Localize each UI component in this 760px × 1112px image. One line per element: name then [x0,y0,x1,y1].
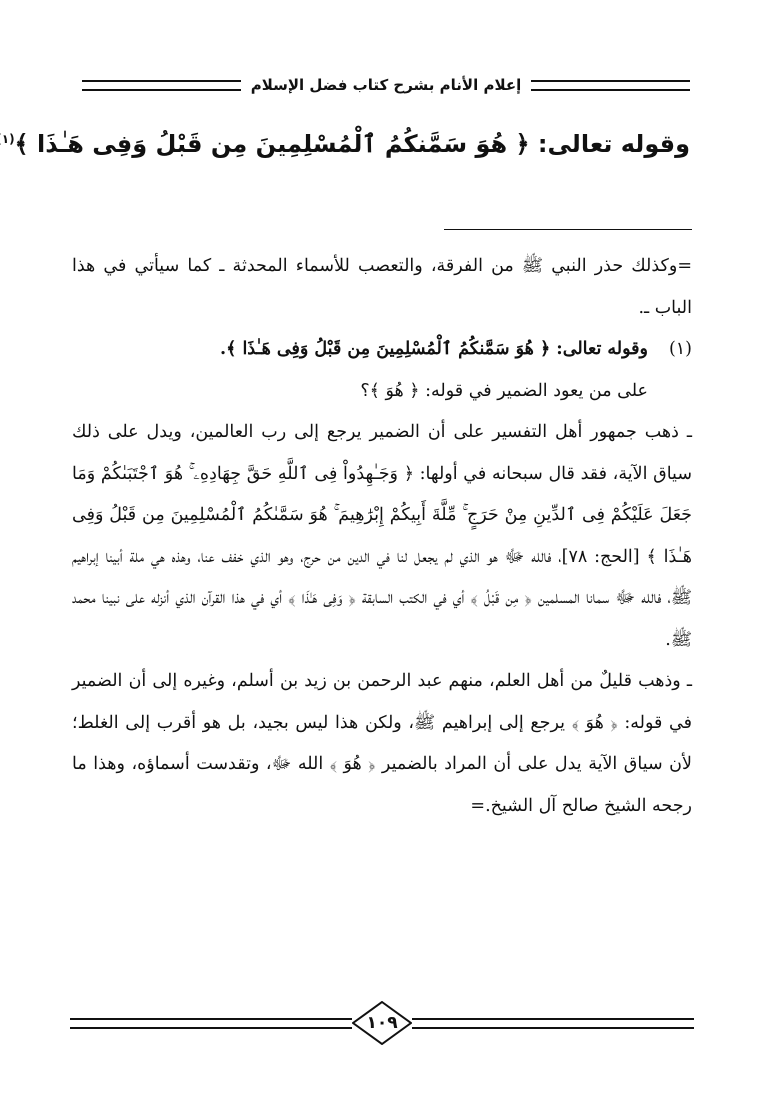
section-heading [1,130,690,158]
footnotes-block [72,246,692,827]
footnote-number: (١) [668,339,692,359]
majority-opinion: ـ ذهب جمهور أهل التفسير على أن الضمير يرجع إلى رب العالمين، ويدل على ذلك سياق الآية، فقد قال سبحانه في أولها: ﴿ وَجَـٰهِدُواْ فِى ٱللَّهِ حَقَّ جِهَادِهِۦ ۚ هُوَ ٱجْتَبَىٰكُمْ وَمَا جَعَلَ عَلَيْكُمْ فِى ٱلدِّينِ مِنْ حَرَجٍ ۚ مِّلَّةَ أَبِيكُمْ إِبْرَٰهِيمَ ۚ هُوَ سَمَّىٰكُمُ ٱلْمُسْلِمِينَ مِن قَبْلُ وَفِى هَـٰذَا ﴾ [الحج: ٧٨]، فالله ﷻ هو الذي لم يجعل لنا في الدين من حرج، وهو الذي خفف عنا، وهذه هي ملة أبينا إبراهيم ﷺ، فالله ﷻ سمانا المسلمين ﴿ مِن قَبْلُ ﴾ أي في الكتب السابقة ﴿ وَفِى هَـٰذَا ﴾ أي في هذا القرآن الذي أنزله على نبينا محمد ﷺ. [72,422,692,650]
footer-rule-left [70,1018,352,1029]
page-footer [70,1000,694,1046]
footer-rule-right [412,1018,694,1029]
book-title: إعلام الأنام بشرح كتاب فضل الإسلام [250,76,522,94]
header-rule-left [82,80,241,91]
page-number-badge [352,1001,412,1045]
footnote-separator [444,229,692,230]
running-header [82,72,690,98]
header-rule-right [531,80,690,91]
heading-verse: وقوله تعالى: ﴿ هُوَ سَمَّنكُمُ ٱلْمُسْلِمِينَ مِن قَبْلُ وَفِى هَـٰذَا ﴾ [14,130,690,158]
footnote-1-verse [72,329,692,371]
page-number: ١٠٩ [366,1013,398,1033]
footnote-ref: (١ [1,132,15,146]
footnote-continuation: =وكذلك حذر النبي ﷺ من الفرقة، والتعصب للأسماء المحدثة ـ كما سيأتي في هذا الباب ـ. [72,256,692,318]
footnote-1-text: وقوله تعالى: ﴿ هُوَ سَمَّنكُمُ ٱلْمُسْلِمِينَ مِن قَبْلُ وَفِى هَـٰذَا ﴾. [220,339,648,359]
minority-opinion: ـ وذهب قليلٌ من أهل العلم، منهم عبد الرحمن بن زيد بن أسلم، وغيره إلى أن الضمير في قوله: ﴿ هُوَ ﴾ يرجع إلى إبراهيم ﷺ، ولكن هذا ليس بجيد، بل هو أقرب إلى الغلط؛ لأن سياق الآية يدل على أن المراد بالضمير ﴿ هُوَ ﴾ الله ﷻ، وتقدست أسماؤه، وهذا ما رجحه الشيخ صالح آل الشيخ.= [72,671,692,816]
question-line: على من يعود الضمير في قوله: ﴿ هُوَ ﴾؟ [360,380,648,401]
